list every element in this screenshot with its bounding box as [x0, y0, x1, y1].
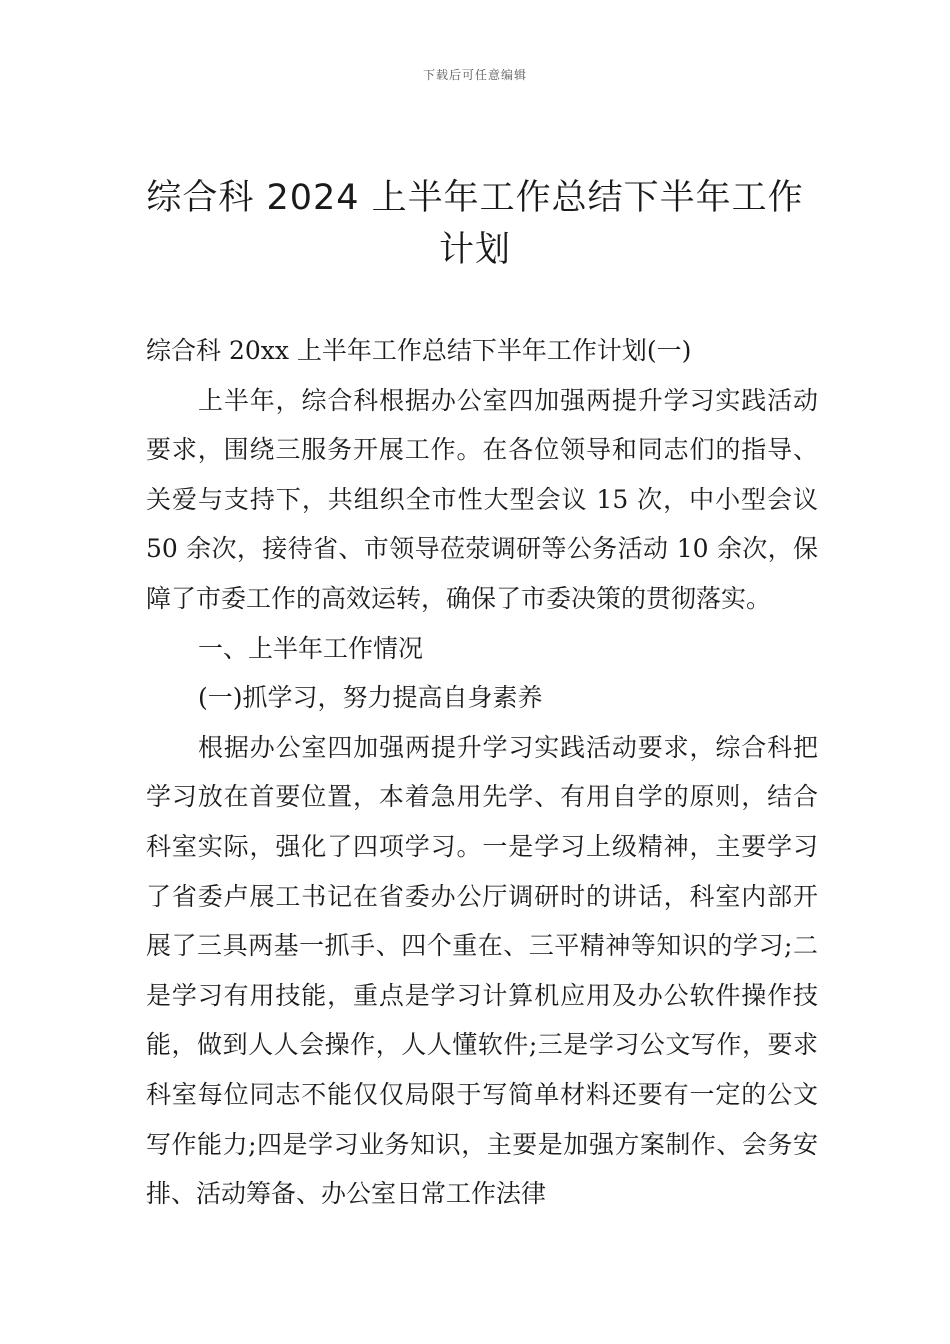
- body-paragraph: 根据办公室四加强两提升学习实践活动要求，综合科把学习放在首要位置，本着急用先学、有用自学的原则，结合科室实际，强化了四项学习。一是学习上级精神，主要学习了省委卢展工书记在省委办公厅调研时的讲话，科室内部开展了三具两基一抓手、四个重在、三平精神等知识的学习;二是学习有用技能，重点是学习计算机应用及办公软件操作技能，做到人人会操作，人人懂软件;三是学习公文写作，要求科室每位同志不能仅仅局限于写简单材料还要有一定的公文写作能力;四是学习业务知识，主要是加强方案制作、会务安排、活动筹备、办公室日常工作法律: [146, 732, 818, 1209]
- subsection-heading: 一、上半年工作情况: [198, 633, 424, 663]
- document-title: 综合科 2024 上半年工作总结下半年工作计划: [146, 178, 804, 270]
- document-body: [146, 326, 818, 1219]
- sub-subsection-heading: (一)抓学习，努力提高自身素养: [198, 683, 543, 713]
- intro-paragraph: 上半年，综合科根据办公室四加强两提升学习实践活动要求，围绕三服务开展工作。在各位领导和同志们的指导、关爱与支持下，共组织全市性大型会议 15 次，中小型会议 50 余次，接待省、市领导莅荥调研等公务活动 10 余次，保障了市委工作的高效运转，确保了市委决策的贯彻落实。: [146, 385, 818, 613]
- section-heading: 综合科 20xx 上半年工作总结下半年工作计划(一): [146, 336, 692, 365]
- page-header-note: 下载后可任意编辑: [422, 68, 527, 82]
